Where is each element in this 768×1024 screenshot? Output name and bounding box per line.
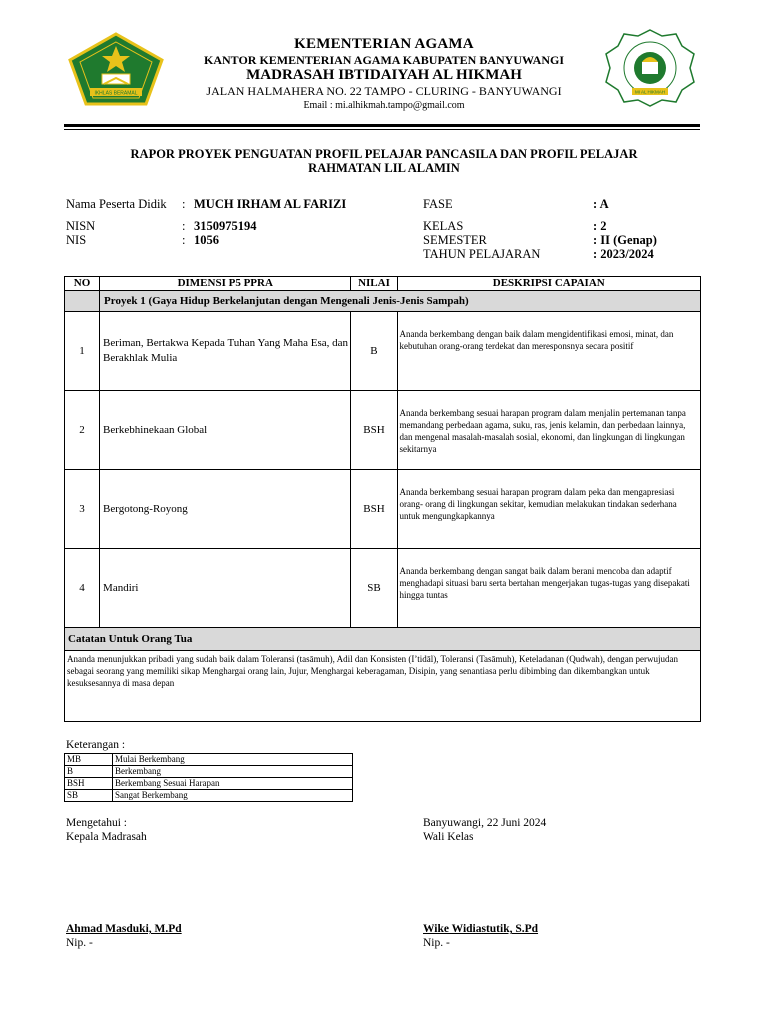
nisn-colon: : [182,219,186,233]
svg-text:MI AL HIKMAH: MI AL HIKMAH [634,89,666,95]
legend-row [65,778,353,790]
project-spacer [65,291,100,312]
tahun-label: TAHUN PELAJARAN [423,247,541,261]
semester-label: SEMESTER [423,233,487,247]
project-row [65,291,701,312]
row-dimensi: Beriman, Bertakwa Kepada Tuhan Yang Maha Esa, dan Berakhlak Mulia [100,312,351,391]
row-no: 3 [65,470,100,549]
header-dimensi: DIMENSI P5 PPRA [100,277,351,291]
sig-left-mengetahui: Mengetahui : [66,817,127,829]
report-title-line2: RAHMATAN LIL ALAMIN [308,161,460,175]
table-row [65,391,701,470]
nisn-value: 3150975194 [194,219,257,233]
nis-value: 1056 [194,233,219,247]
sig-right-role: Wali Kelas [423,831,474,843]
header-address: JALAN HALMAHERA NO. 22 TAMPO - CLURING - BANYUWANGI [206,84,562,98]
svg-text:IKHLAS BERAMAL: IKHLAS BERAMAL [94,90,138,97]
header-ministry: KEMENTERIAN AGAMA [294,36,474,52]
fase-label: FASE [423,197,453,211]
table-row [65,470,701,549]
row-nilai: SB [351,549,397,628]
keterangan-title: Keterangan : [66,739,126,751]
row-deskripsi: Ananda berkembang sesuai harapan program dalam peka dan mengapresiasi orang- orang di lingkungan sekitar, kemudian melakukan tindakan sederhana untuk mengungkapkannya [397,470,701,549]
row-nilai: B [351,312,397,391]
legend-code: SB [65,790,113,802]
legend-desc: Sangat Berkembang [113,790,353,802]
semester-value: : II (Genap) [593,233,657,247]
sig-left-role: Kepala Madrasah [66,831,147,843]
sig-left-name: Ahmad Masduki, M.Pd [66,923,182,935]
header-divider-thin [64,129,700,130]
header-no: NO [65,277,100,291]
sig-right-name: Wike Widiastutik, S.Pd [423,923,539,935]
row-dimensi: Bergotong-Royong [100,470,351,549]
nama-label: Nama Peserta Didik [66,197,167,211]
header-office: KANTOR KEMENTERIAN AGAMA KABUPATEN BANYUWANGI [203,53,565,67]
project-title: Proyek 1 (Gaya Hidup Berkelanjutan dengan Mengenali Jenis-Jenis Sampah) [100,291,701,312]
row-dimensi: Berkebhinekaan Global [100,391,351,470]
legend-code: MB [65,754,113,766]
row-nilai: BSH [351,391,397,470]
catatan-header-row [65,628,701,651]
assessment-table [64,276,701,722]
nisn-label: NISN [66,219,96,233]
sig-right-nip: Nip. - [423,937,450,949]
row-dimensi: Mandiri [100,549,351,628]
header-email: Email : mi.alhikmah.tampo@gmail.com [303,100,465,111]
sig-left-nip: Nip. - [66,937,93,949]
kelas-value: : 2 [593,219,607,233]
header-school: MADRASAH IBTIDAIYAH AL HIKMAH [246,67,522,83]
nama-value: MUCH IRHAM AL FARIZI [194,197,347,211]
table-header-row [65,277,701,291]
legend-desc: Berkembang Sesuai Harapan [113,778,353,790]
legend-code: BSH [65,778,113,790]
nis-label: NIS [66,233,87,247]
legend-code: B [65,766,113,778]
row-deskripsi: Ananda berkembang dengan baik dalam mengidentifikasi emosi, minat, dan kebutuhan orang-orang terdekat dan meresponsnya secara positif [397,312,701,391]
header-nilai: NILAI [351,277,397,291]
table-row [65,312,701,391]
fase-value: : A [593,197,609,211]
nama-colon: : [182,197,186,211]
row-deskripsi: Ananda berkembang dengan sangat baik dalam berani mencoba dan adaptif menghadapi situasi baru serta bertahan mengerjakan tugas-tugas yang disepakati hingga tuntas [397,549,701,628]
catatan-title: Catatan Untuk Orang Tua [65,628,701,651]
row-deskripsi: Ananda berkembang sesuai harapan program dalam menjalin pertemanan tanpa memandang perbedaan agama, suku, ras, jenis kelamin, dan perbedaan lainnya, dan mengenal masalah-masalah sosial, ekonomi, dan lingkungan di lingkungan sekitarnya [397,391,701,470]
header-deskripsi: DESKRIPSI CAPAIAN [397,277,701,291]
legend-row [65,766,353,778]
report-title-line1: RAPOR PROYEK PENGUATAN PROFIL PELAJAR PANCASILA DAN PROFIL PELAJAR [130,147,638,161]
kelas-label: KELAS [423,219,464,233]
catatan-body: Ananda menunjukkan pribadi yang sudah baik dalam Toleransi (tasāmuh), Adil dan Konsisten (I’tidāl), Toleransi (Tasāmuh), Keteladanan (Qudwah), dengan perwujudan sebagai seorang yang memiliki sikap Menghargai orang lain, Jujur, Menghargai keberagaman, Disipin, yang senantiasa perlu dibimbing dan dikembangkan untuk kesuksesannya di masa depan [65,651,701,722]
table-row [65,549,701,628]
nis-colon: : [182,233,186,247]
legend-desc: Mulai Berkembang [113,754,353,766]
legend-row [65,754,353,766]
row-no: 1 [65,312,100,391]
row-no: 2 [65,391,100,470]
row-nilai: BSH [351,470,397,549]
sig-right-place-date: Banyuwangi, 22 Juni 2024 [423,817,547,829]
legend-row [65,790,353,802]
tahun-value: : 2023/2024 [593,247,654,261]
header-divider [64,124,700,127]
legend-desc: Berkembang [113,766,353,778]
row-no: 4 [65,549,100,628]
keterangan-table [64,753,353,802]
catatan-body-row [65,651,701,722]
